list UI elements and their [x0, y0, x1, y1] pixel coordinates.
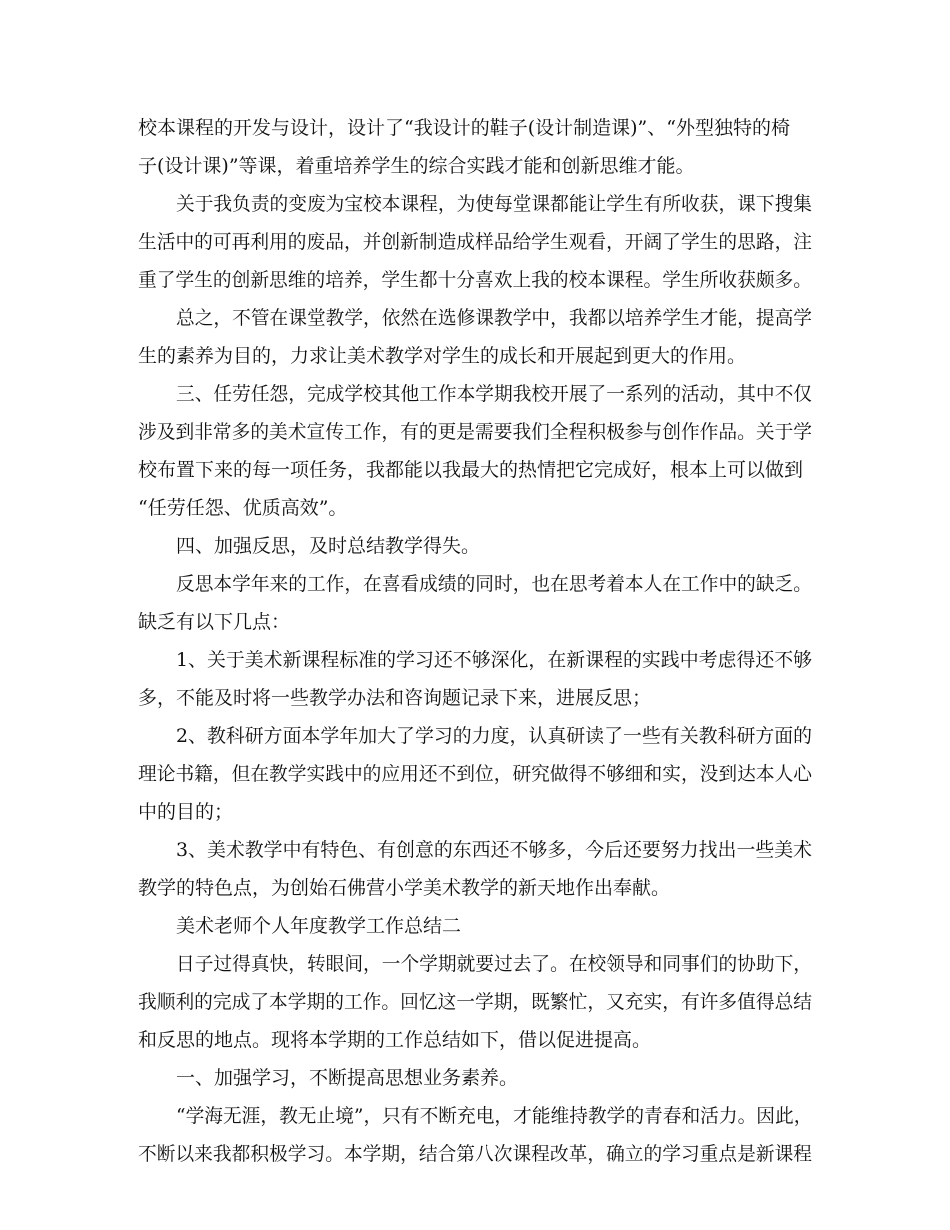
text-line: 不断以来我都积极学习。本学期，结合第八次课程改革，确立的学习重点是新课程	[138, 1143, 813, 1165]
text-line: 多，不能及时将一些教学办法和咨询题记录下来，进展反思；	[138, 687, 652, 709]
text-line: “任劳任怨、优质高效”。	[138, 497, 348, 519]
text-line: 3、美术教学中有特色、有创意的东西还不够多，今后还要努力找出一些美术	[176, 839, 813, 861]
text-line: 2、教科研方面本学年加大了学习的力度，认真研读了一些有关教科研方面的	[176, 725, 813, 747]
text-line: 涉及到非常多的美术宣传工作，有的更是需要我们全程积极参与创作作品。关于学	[138, 421, 813, 443]
text-line: 教学的特色点，为创始石佛营小学美术教学的新天地作出奉献。	[138, 877, 671, 899]
text-line: 一、加强学习，不断提高思想业务素养。	[176, 1067, 519, 1089]
text-line: 日子过得真快，转眼间，一个学期就要过去了。在校领导和同事们的协助下，	[176, 953, 813, 975]
text-line: 关于我负责的变废为宝校本课程，为使每堂课都能让学生有所收获，课下搜集	[176, 193, 813, 215]
text-line: 反思本学年来的工作，在喜看成绩的同时，也在思考着本人在工作中的缺乏。	[176, 573, 813, 595]
text-line: 总之，不管在课堂教学，依然在选修课教学中，我都以培养学生才能，提高学	[176, 307, 813, 329]
text-line: 理论书籍，但在教学实践中的应用还不到位，研究做得不够细和实，没到达本人心	[138, 763, 813, 785]
text-line: 生的素养为目的，力求让美术教学对学生的成长和开展起到更大的作用。	[138, 345, 747, 367]
text-line: 四、加强反思，及时总结教学得失。	[176, 535, 481, 557]
text-line: 1、关于美术新课程标准的学习还不够深化，在新课程的实践中考虑得还不够	[176, 649, 813, 671]
text-line: 校布置下来的每一项任务，我都能以我最大的热情把它完成好，根本上可以做到	[138, 459, 804, 481]
text-line: 缺乏有以下几点：	[138, 611, 291, 633]
text-line: 我顺利的完成了本学期的工作。回忆这一学期，既繁忙，又充实，有许多值得总结	[138, 991, 813, 1013]
text-line: 子(设计课)”等课，着重培养学生的综合实践才能和创新思维才能。	[138, 155, 695, 177]
text-line: 和反思的地点。现将本学期的工作总结如下，借以促进提高。	[138, 1029, 652, 1051]
text-line: 中的目的；	[138, 801, 234, 823]
text-line: “学海无涯，教无止境”，只有不断充电，才能维持教学的青春和活力。因此，	[176, 1105, 813, 1127]
text-line: 三、任劳任怨，完成学校其他工作本学期我校开展了一系列的活动，其中不仅	[176, 383, 813, 405]
text-line: 校本课程的开发与设计，设计了“我设计的鞋子(设计制造课)”、“外型独特的椅	[138, 117, 790, 139]
text-line: 重了学生的创新思维的培养，学生都十分喜欢上我的校本课程。学生所收获颇多。	[138, 269, 813, 291]
text-line: 生活中的可再利用的废品，并创新制造成样品给学生观看，开阔了学生的思路，注	[138, 231, 813, 253]
section-heading: 美术老师个人年度教学工作总结二	[176, 915, 462, 937]
